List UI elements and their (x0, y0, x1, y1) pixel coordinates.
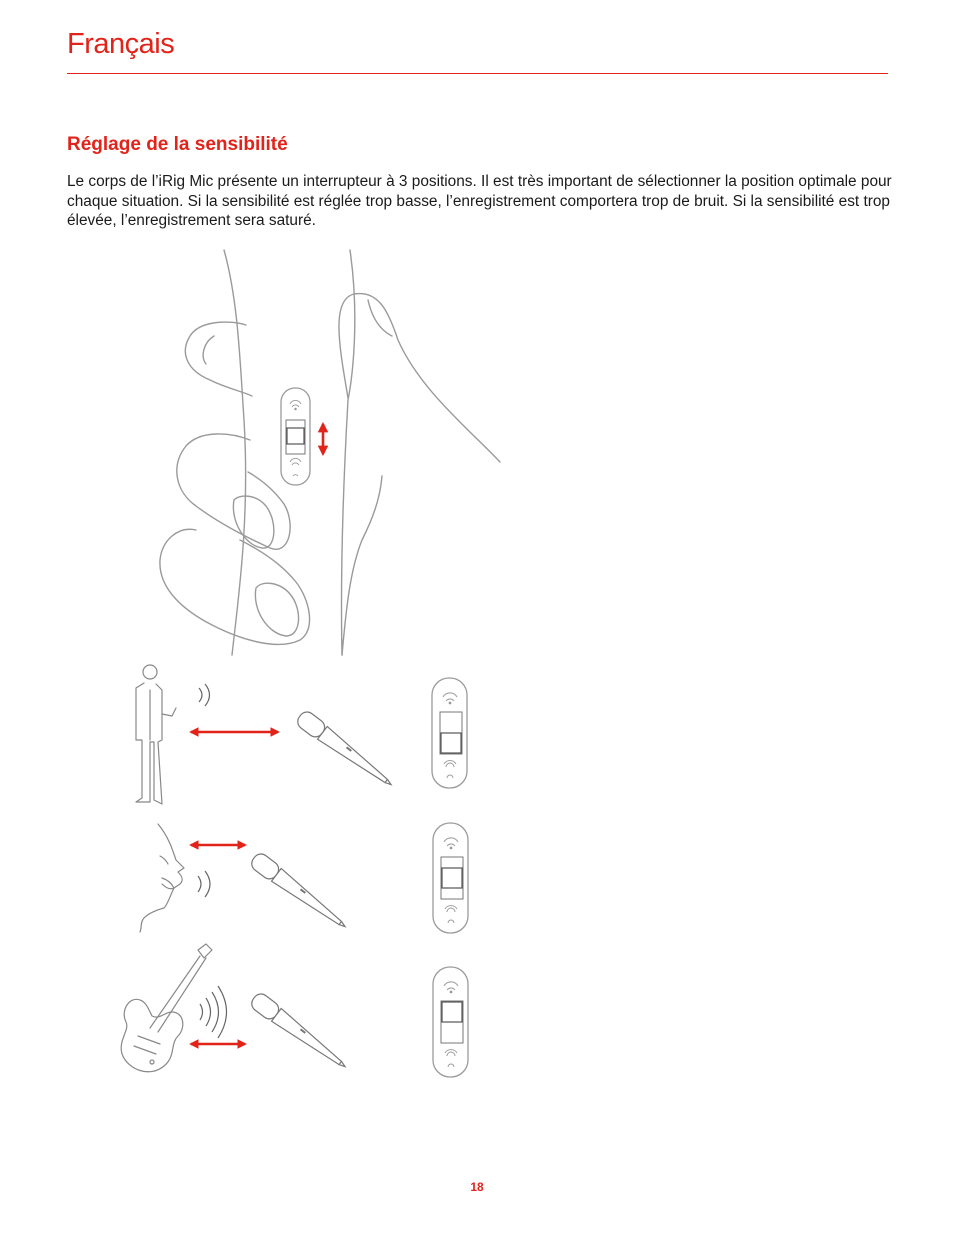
microphone-2 (249, 851, 351, 934)
electric-guitar (121, 944, 212, 1072)
section-heading: Réglage de la sensibilité (67, 134, 288, 155)
section-paragraph: Le corps de l’iRig Mic présente un interrupteur à 3 positions. Il est très important de sélectionner la position optimale pour chaque situation. Si la sensibilité est réglée trop basse, l’enregistrement comportera trop de bruit. Si la sensibilité est trop élevée, l’enregistrement sera saturé. (67, 173, 892, 229)
hand-holding-mic (160, 250, 500, 655)
switch-position-high (433, 967, 468, 1077)
microphone-1 (295, 709, 397, 792)
microphone-3 (249, 991, 351, 1074)
switch-position-mid (433, 823, 468, 933)
sound-waves-2 (198, 871, 210, 897)
standing-speaker (136, 665, 176, 804)
switch-position-low (432, 678, 467, 788)
language-title: Français (67, 28, 175, 60)
singer-face (140, 824, 184, 932)
sound-waves-3 (200, 986, 227, 1038)
page-number: 18 (470, 1180, 484, 1194)
mic-switch-closeup (281, 388, 310, 485)
sound-waves-1 (199, 684, 210, 706)
